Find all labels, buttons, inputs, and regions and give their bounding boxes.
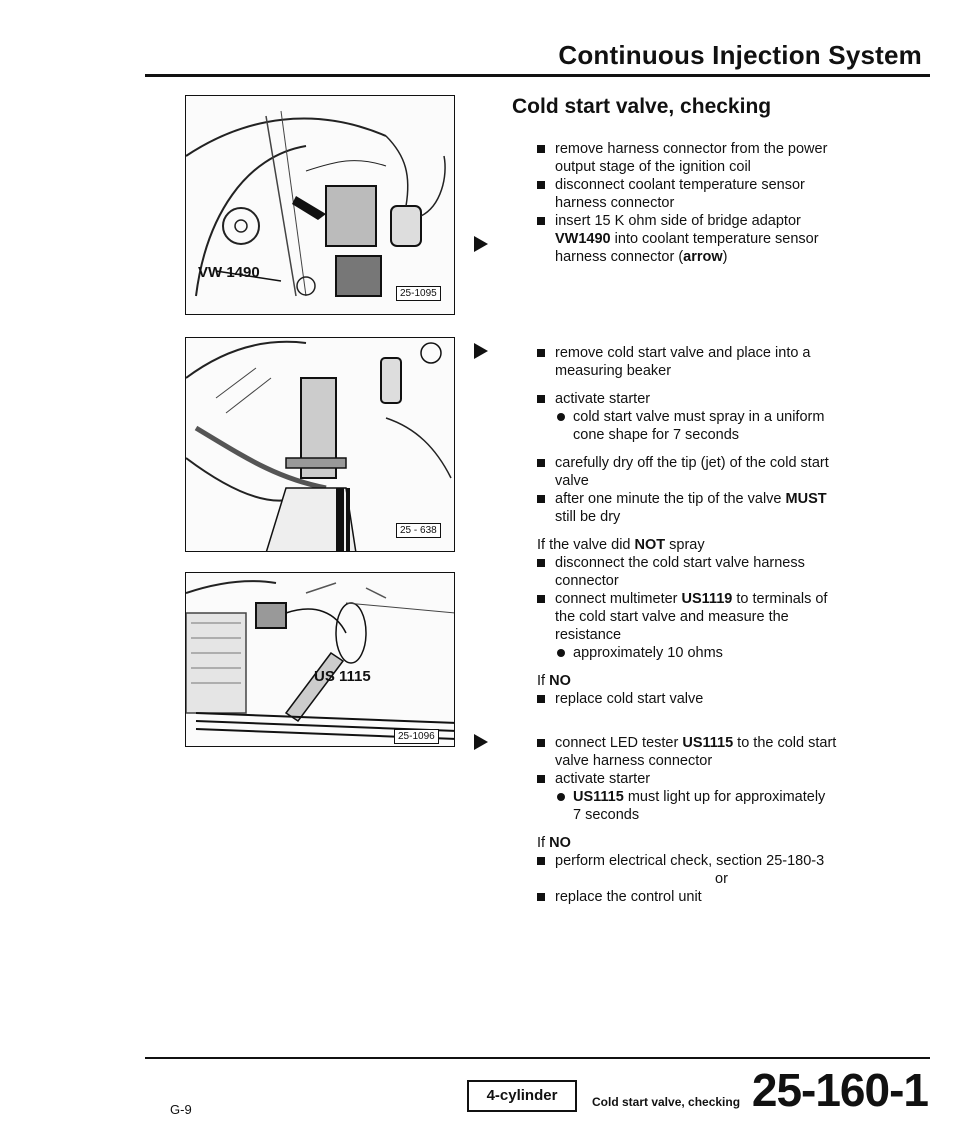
step-item <box>535 344 905 380</box>
step-item <box>535 554 905 590</box>
step-text: resistance <box>555 627 622 643</box>
step-item <box>535 390 905 408</box>
emphasis-text: NO <box>549 835 571 851</box>
step-text-part: into coolant temperature sensor <box>610 231 819 247</box>
step-text-part: to the cold start <box>733 735 837 751</box>
emphasis-text: NO <box>549 673 571 689</box>
sub-step-item <box>535 408 905 444</box>
step-item <box>535 140 905 176</box>
figure-cold-start-valve-drawing <box>186 338 455 552</box>
sub-step-item <box>535 788 905 824</box>
step-text: cone shape for 7 seconds <box>573 427 740 443</box>
figure-reference-number: 25-1095 <box>396 286 441 301</box>
step-item <box>535 734 905 770</box>
step-text-part: must light up for approximately <box>623 789 826 805</box>
step-text <box>555 248 905 266</box>
footer-caption: Cold start valve, checking <box>592 1095 741 1109</box>
step-text: approximately 10 ohms <box>573 645 723 661</box>
step-item <box>535 590 905 644</box>
step-text: measuring beaker <box>555 363 672 379</box>
figure-reference-number: 25 - 638 <box>396 523 441 538</box>
step-item <box>535 852 905 870</box>
figure-tool-label: VW 1490 <box>198 264 260 281</box>
figure-bridge-adaptor <box>185 95 455 315</box>
step-item <box>535 176 905 212</box>
header-rule <box>145 74 930 77</box>
step-list-block-1 <box>535 140 905 266</box>
step-text: connector <box>555 573 619 589</box>
step-text: activate starter <box>555 771 651 787</box>
pointer-arrow-icon <box>474 343 488 359</box>
condition-line <box>535 672 905 690</box>
engine-variant-badge: 4-cylinder <box>467 1080 577 1112</box>
step-item <box>535 212 905 266</box>
step-text: output stage of the ignition coil <box>555 159 751 175</box>
figure-tool-label: US 1115 <box>314 668 371 685</box>
step-list-block-2 <box>535 344 905 708</box>
condition-line <box>535 536 905 554</box>
step-text: harness connector <box>555 195 675 211</box>
step-text-part: If <box>537 673 550 689</box>
step-item <box>535 770 905 788</box>
step-text <box>573 788 905 806</box>
step-text <box>555 590 905 608</box>
step-text <box>555 490 905 508</box>
emphasis-text: arrow <box>683 249 723 265</box>
step-text: valve <box>555 473 589 489</box>
step-text: remove cold start valve and place into a <box>555 345 811 361</box>
step-text-part: ) <box>722 249 728 265</box>
figure-cold-start-valve <box>185 337 455 552</box>
step-text-part: connect LED tester <box>555 735 683 751</box>
step-text: valve harness connector <box>555 753 713 769</box>
step-text-part: spray <box>665 537 705 553</box>
footer-code: G-9 <box>170 1102 192 1117</box>
section-title: Cold start valve, checking <box>512 95 772 118</box>
figure-led-tester <box>185 572 455 747</box>
emphasis-text: MUST <box>785 491 827 507</box>
step-text-part: If the valve did <box>537 537 635 553</box>
step-item <box>535 490 905 526</box>
step-text: 7 seconds <box>573 807 640 823</box>
step-item <box>535 888 905 906</box>
step-text: still be dry <box>555 509 621 525</box>
step-text: cold start valve must spray in a uniform <box>573 409 825 425</box>
step-text-part: to terminals of <box>732 591 828 607</box>
condition-line <box>535 834 905 852</box>
figure-reference-number: 25-1096 <box>394 729 439 744</box>
step-text: activate starter <box>555 391 651 407</box>
step-list-block-3 <box>535 734 905 906</box>
page-header-title: Continuous Injection System <box>558 40 922 70</box>
page-number: 25-160-1 <box>751 1064 928 1116</box>
step-text-part: If <box>537 835 550 851</box>
step-text <box>555 230 905 248</box>
step-text <box>555 734 905 752</box>
tool-code: US1119 <box>681 591 733 607</box>
footer-rule <box>145 1057 930 1059</box>
pointer-arrow-icon <box>474 734 488 750</box>
tool-code: US1115 <box>682 735 734 751</box>
step-text: the cold start valve and measure the <box>555 609 789 625</box>
pointer-arrow-icon <box>474 236 488 252</box>
step-text-part: connect multimeter <box>555 591 682 607</box>
step-text: replace cold start valve <box>555 691 704 707</box>
or-separator: or <box>715 871 728 887</box>
sub-step-item <box>535 644 905 662</box>
tool-code: VW1490 <box>555 231 611 247</box>
step-text: perform electrical check, section 25-180-3 <box>555 853 825 869</box>
step-text: replace the control unit <box>555 889 702 905</box>
step-item <box>535 454 905 490</box>
step-text: disconnect coolant temperature sensor <box>555 177 805 193</box>
tool-code: US1115 <box>573 789 624 805</box>
emphasis-text: NOT <box>634 537 666 553</box>
step-text: disconnect the cold start valve harness <box>555 555 805 571</box>
step-text-part: after one minute the tip of the valve <box>555 491 786 507</box>
figure-bridge-adaptor-drawing <box>186 96 455 315</box>
step-text: carefully dry off the tip (jet) of the cold start <box>555 455 829 471</box>
step-item <box>535 690 905 708</box>
step-text: remove harness connector from the power <box>555 141 828 157</box>
step-text: insert 15 K ohm side of bridge adaptor <box>555 213 801 229</box>
step-text-part: harness connector ( <box>555 249 684 265</box>
figure-led-tester-drawing <box>186 573 455 747</box>
